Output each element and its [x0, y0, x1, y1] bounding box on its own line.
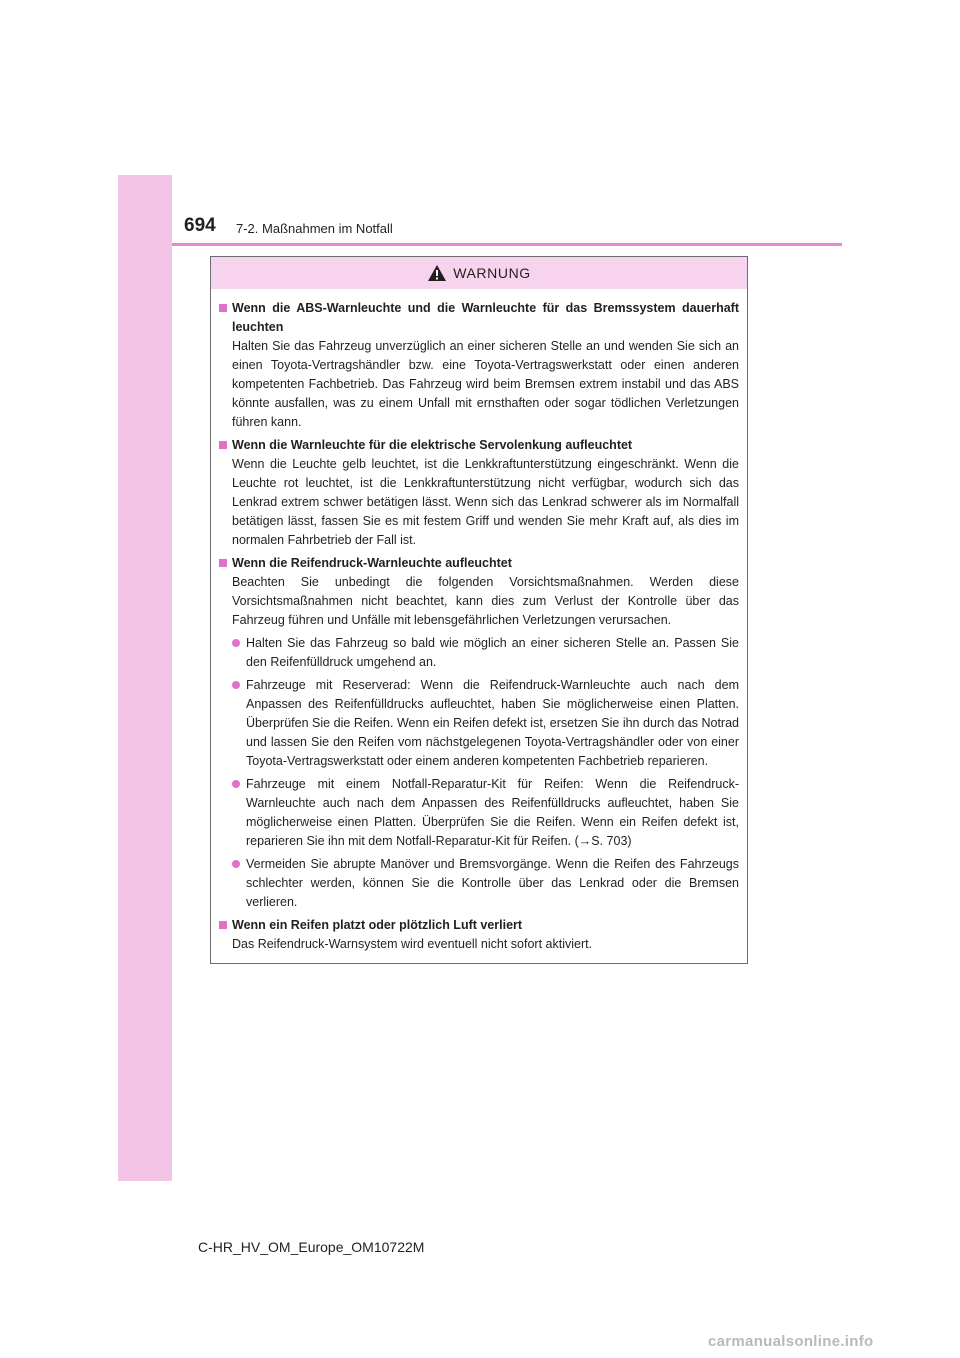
warning-box [210, 256, 748, 964]
item-text: Wenn die Leuchte gelb leuchtet, ist die Lenkkraftunterstützung eingeschränkt. Wenn die Leuchte rot leuchtet, ist die Lenkkraftunterstützung nicht verfügbar, wodurch sich das Lenkrad extrem schwer betätigen lässt. Wenn sich das Lenkrad schwerer als im Normalfall betätigen lässt, fassen Sie es mit festem Griff und wenden Sie mehr Kraft auf, als dies im normalen Fahrbetrieb der Fall ist. [232, 457, 739, 547]
sub-item-text: Vermeiden Sie abrupte Manöver und Bremsvorgänge. Wenn die Reifen des Fahrzeugs schlechter werden, können Sie die Kontrolle über das Lenkrad oder die Bremsen verlieren. [246, 857, 739, 909]
watermark: carmanualsonline.info [708, 1333, 874, 1350]
warning-body [211, 289, 747, 954]
header-rule [172, 243, 842, 246]
page-number: 694 [184, 215, 216, 236]
sub-item-text: Fahrzeuge mit Reserverad: Wenn die Reifendruck-Warnleuchte auch nach dem Anpassen des Reifenfülldrucks aufleuchtet, haben Sie möglicherweise einen Platten. Überprüfen Sie die Reifen. Wenn ein Reifen defekt ist, ersetzen Sie ihn durch das Notrad und lassen Sie den Reifen vom nächstgelegenen Toyota-Vertragshändler oder von einer Toyota-Vertragswerkstatt oder einem anderen kompetenten Fachbetrieb reparieren. [246, 678, 739, 768]
warning-header [211, 257, 747, 289]
warning-item-abs [219, 299, 739, 432]
square-bullet-icon [219, 559, 227, 567]
warning-item-reifendruck [219, 554, 739, 912]
circle-bullet-icon [232, 681, 240, 689]
square-bullet-icon [219, 921, 227, 929]
square-bullet-icon [219, 304, 227, 312]
sub-item [232, 855, 739, 912]
item-text: Das Reifendruck-Warnsystem wird eventuell nicht sofort aktiviert. [232, 937, 593, 951]
square-bullet-icon [219, 441, 227, 449]
sub-item-text: Fahrzeuge mit einem Notfall-Reparatur-Kit für Reifen: Wenn die Reifendruck-Warnleuchte auch nach dem Anpassen des Reifenfülldrucks aufleuchtet, haben Sie möglicherweise einen Platten. Überprüfen Sie die Reifen. Wenn ein Reifen defekt ist, reparieren Sie ihn mit dem Notfall-Reparatur-Kit für Reifen. (→S. 703) [246, 777, 739, 848]
circle-bullet-icon [232, 780, 240, 788]
side-band [118, 175, 172, 1181]
item-heading: Wenn ein Reifen platzt oder plötzlich Luft verliert [232, 918, 523, 932]
warning-item-reifen-platzt [219, 916, 739, 954]
sub-item-text: Halten Sie das Fahrzeug so bald wie möglich an einer sicheren Stelle an. Passen Sie den Reifenfülldruck umgehend an. [246, 636, 739, 669]
circle-bullet-icon [232, 639, 240, 647]
sub-item [232, 775, 739, 851]
item-text: Beachten Sie unbedingt die folgenden Vorsichtsmaßnahmen. Werden diese Vorsichtsmaßnahmen nicht beachtet, kann dies zum Verlust der Kontrolle über das Fahrzeug führen und Unfälle mit lebensgefährlichen Verletzungen verursachen. [232, 575, 739, 627]
warning-item-servolenkung [219, 436, 739, 550]
circle-bullet-icon [232, 860, 240, 868]
section-title: 7-2. Maßnahmen im Notfall [236, 221, 393, 236]
warning-triangle-icon [427, 264, 447, 282]
warning-title: WARNUNG [453, 265, 531, 281]
sub-item [232, 676, 739, 771]
item-heading: Wenn die ABS-Warnleuchte und die Warnleuchte für das Bremssystem dauerhaft leuchten [232, 301, 739, 334]
sub-item [232, 634, 739, 672]
item-heading: Wenn die Reifendruck-Warnleuchte aufleuchtet [232, 556, 512, 570]
sub-list [219, 634, 739, 912]
item-text: Halten Sie das Fahrzeug unverzüglich an einer sicheren Stelle an und wenden Sie sich an einen Toyota-Vertragshändler bzw. eine Toyota-Vertragswerkstatt oder einen anderen kompetenten Fachbetrieb. Das Fahrzeug wird beim Bremsen extrem instabil und das ABS könnte ausfallen, was zu einem Unfall mit ernsthaften oder sogar tödlichen Verletzungen führen kann. [232, 339, 739, 429]
item-heading: Wenn die Warnleuchte für die elektrische Servolenkung aufleuchtet [232, 438, 633, 452]
footer-doc-id: C-HR_HV_OM_Europe_OM10722M [198, 1239, 425, 1255]
